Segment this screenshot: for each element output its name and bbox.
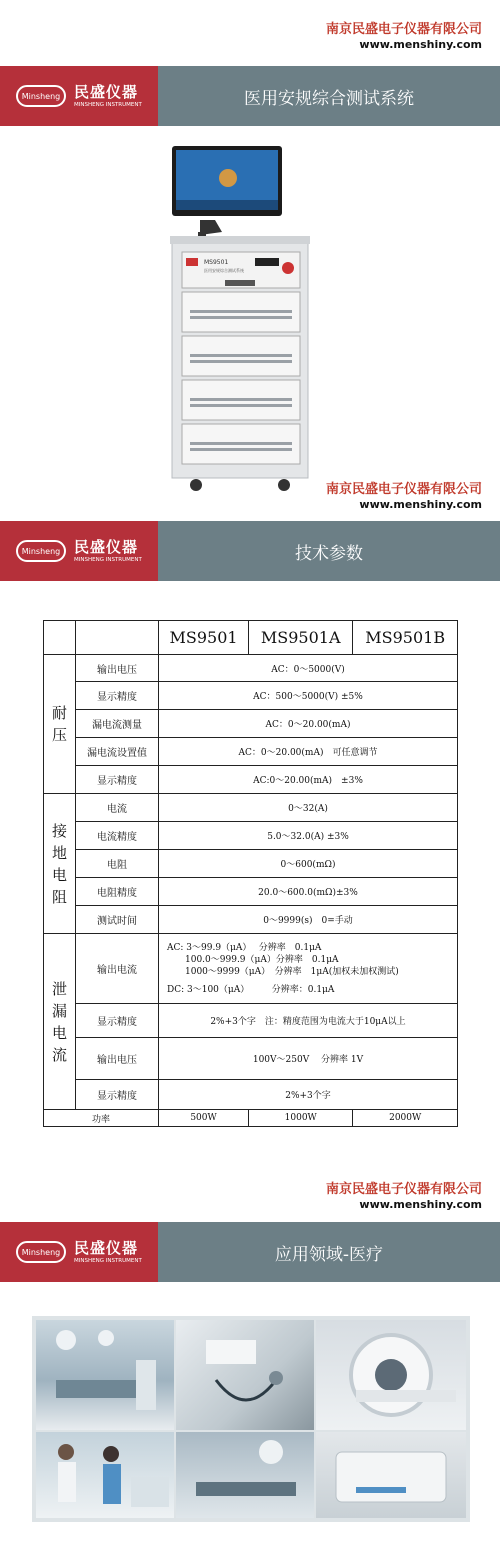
param-value: 0～9999(s) 0=手动 [159, 906, 458, 934]
param-value: 0～32(A) [159, 794, 458, 822]
table-row [44, 906, 458, 934]
lab-equipment-photo [316, 1432, 466, 1518]
param-name: 电流 [76, 794, 159, 822]
param-value: 0～600(mΩ) [159, 850, 458, 878]
param-name: 显示精度 [76, 682, 159, 710]
leak-line: DC: 3～100（μA） 分辨率：0.1μA [167, 984, 335, 995]
tester-machine-image [160, 140, 340, 495]
param-name: 电流精度 [76, 822, 159, 850]
param-name: 显示精度 [76, 1080, 159, 1110]
logo-subtitle: MINSHENG INSTRUMENT [74, 1257, 142, 1264]
ct-scanner-photo [316, 1320, 466, 1430]
param-value: 5.0～32.0(A) ±3% [159, 822, 458, 850]
power-value: 1000W [249, 1110, 353, 1127]
table-header-row [44, 621, 458, 655]
logo-subtitle: MINSHENG INSTRUMENT [74, 556, 142, 563]
logo-subtitle: MINSHENG INSTRUMENT [74, 101, 142, 108]
param-value: AC：0～5000(V) [159, 655, 458, 682]
device-model-label: MS9501 [204, 259, 229, 266]
group-label: 耐压 [44, 655, 76, 794]
logo-mark-icon: Minsheng [16, 85, 66, 107]
power-value: 2000W [353, 1110, 458, 1127]
param-value: AC：0～20.00(mA) [159, 710, 458, 738]
operating-room-photo [36, 1320, 174, 1430]
logo-mark-icon: Minsheng [16, 540, 66, 562]
company-header [326, 482, 482, 512]
param-value: AC:0～20.00(mA) ±3% [159, 766, 458, 794]
model-header: MS9501B [353, 621, 458, 655]
param-value [159, 934, 458, 1004]
company-url[interactable]: www.menshiny.com [359, 38, 482, 51]
logo [0, 521, 158, 581]
param-value: 100V～250V 分辨率 1V [159, 1038, 458, 1080]
company-header [326, 22, 482, 52]
table-row [44, 655, 458, 682]
spec-table [43, 620, 458, 1127]
table-row [44, 850, 458, 878]
param-value: 2%+3个字 注：精度范围为电流大于10μA以上 [159, 1004, 458, 1038]
param-name: 漏电流测量 [76, 710, 159, 738]
param-value: AC：0～20.00(mA) 可任意调节 [159, 738, 458, 766]
group-label: 接地电阻 [44, 794, 76, 934]
table-row [44, 934, 458, 1004]
banner-title: 医用安规综合测试系统 [158, 66, 500, 126]
param-name: 测试时间 [76, 906, 159, 934]
company-url[interactable]: www.menshiny.com [359, 498, 482, 511]
logo [0, 66, 158, 126]
surgery-room-photo [176, 1432, 314, 1518]
table-row [44, 710, 458, 738]
param-name: 输出电流 [76, 934, 159, 1004]
param-value: 20.0～600.0(mΩ)±3% [159, 878, 458, 906]
logo-name: 民盛仪器 [74, 537, 139, 556]
company-url[interactable]: www.menshiny.com [359, 1198, 482, 1211]
table-row [44, 878, 458, 906]
banner-product [0, 66, 500, 126]
param-name: 漏电流设置值 [76, 738, 159, 766]
logo-mark-icon: Minsheng [16, 1241, 66, 1263]
table-row [44, 822, 458, 850]
leak-line: 100.0～999.9（μA）分辨率 0.1μA [167, 954, 339, 965]
param-name: 输出电压 [76, 1038, 159, 1080]
table-row [44, 1038, 458, 1080]
leak-line: 1000～9999（μA） 分辨率 1μA(加权未加权测试) [167, 966, 399, 977]
table-row [44, 1080, 458, 1110]
leak-line: AC: 3～99.9（μA） 分辨率 0.1μA [167, 942, 322, 953]
param-name: 显示精度 [76, 766, 159, 794]
param-name: 显示精度 [76, 1004, 159, 1038]
power-value: 500W [159, 1110, 249, 1127]
logo-name: 民盛仪器 [74, 1238, 139, 1257]
banner-spec [0, 521, 500, 581]
banner-title: 技术参数 [158, 521, 500, 581]
device-subtitle-label: 医用安规综合测试系统 [204, 268, 244, 273]
medical-photo-collage [32, 1316, 470, 1522]
model-header: MS9501A [249, 621, 353, 655]
company-name: 南京民盛电子仪器有限公司 [325, 1182, 482, 1197]
param-name: 电阻 [76, 850, 159, 878]
logo-name: 民盛仪器 [74, 82, 139, 101]
banner-application [0, 1222, 500, 1282]
company-header [326, 1182, 482, 1212]
table-row [44, 794, 458, 822]
param-name: 输出电压 [76, 655, 159, 682]
company-name: 南京民盛电子仪器有限公司 [325, 482, 482, 497]
param-value: 2%+3个字 [159, 1080, 458, 1110]
param-name: 功率 [44, 1110, 159, 1127]
table-row [44, 1110, 458, 1127]
table-row [44, 738, 458, 766]
stethoscope-photo [176, 1320, 314, 1430]
table-row [44, 1004, 458, 1038]
medical-staff-photo [36, 1432, 174, 1518]
group-label: 泄漏电流 [44, 934, 76, 1110]
table-row [44, 682, 458, 710]
logo [0, 1222, 158, 1282]
banner-title: 应用领域-医疗 [158, 1222, 500, 1282]
table-row [44, 766, 458, 794]
company-name: 南京民盛电子仪器有限公司 [325, 22, 482, 37]
param-value: AC：500～5000(V) ±5% [159, 682, 458, 710]
model-header: MS9501 [159, 621, 249, 655]
param-name: 电阻精度 [76, 878, 159, 906]
